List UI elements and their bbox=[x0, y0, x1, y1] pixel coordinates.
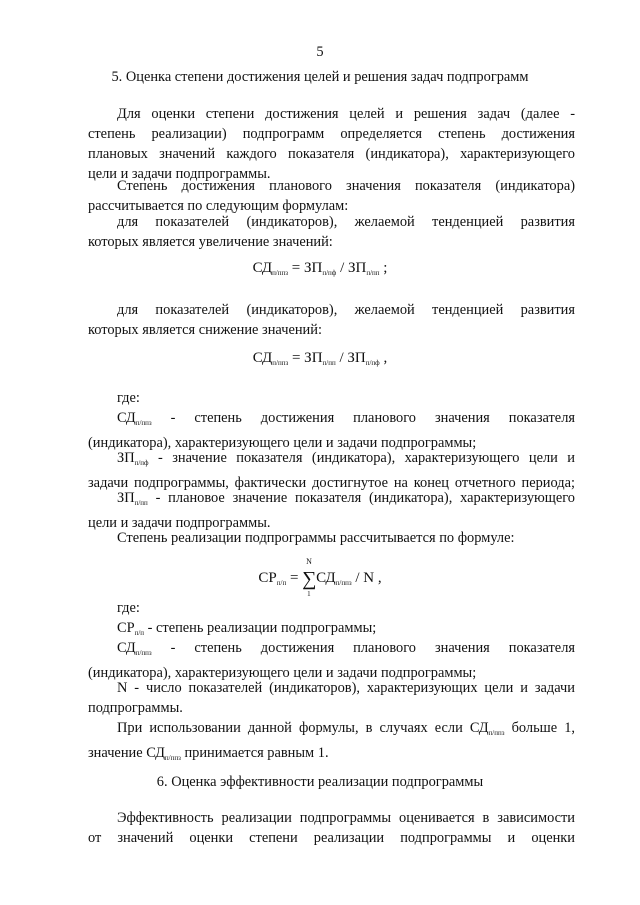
formula-subscript: п/пп bbox=[322, 359, 336, 367]
definition-text: - степень достижения планового значения показателя bbox=[151, 640, 575, 656]
formula-subscript: п/пф bbox=[365, 359, 380, 367]
where-text: где: bbox=[117, 390, 140, 406]
formula-symbol: СД bbox=[316, 570, 336, 586]
definition-zp-fact bbox=[88, 448, 575, 493]
formula-symbol: СД bbox=[252, 350, 273, 366]
section5-paragraph-1 bbox=[88, 104, 575, 184]
section5-paragraph-6 bbox=[88, 718, 575, 768]
text-line: цели и задачи подпрограммы. bbox=[88, 515, 271, 531]
formula-subscript: п/п bbox=[276, 579, 287, 587]
definition-text: - плановое значение показателя (индикатора), характеризующего bbox=[147, 490, 575, 506]
definition-subscript: п/ппз bbox=[135, 649, 152, 657]
sum-upper-limit: N bbox=[306, 557, 312, 566]
formula-subscript: п/пп bbox=[366, 269, 380, 277]
text-line: которых является увеличение значений: bbox=[88, 234, 333, 250]
definition-text: - степень реализации подпрограммы; bbox=[144, 620, 377, 636]
section6-paragraph-1 bbox=[88, 808, 575, 848]
definition-symbol: СД bbox=[117, 640, 136, 656]
definition-text: - значение показателя (индикатора), характеризующего цели и bbox=[148, 450, 575, 466]
section5-heading: 5. Оценка степени достижения целей и решения задач подпрограмм bbox=[111, 69, 529, 85]
text-line: Степень реализации подпрограммы рассчитывается по формуле: bbox=[117, 530, 515, 546]
text-run: значение СД bbox=[88, 745, 165, 761]
text-line bbox=[88, 743, 575, 768]
text-line: задачи подпрограммы, фактически достигнутое на конец отчетного периода; bbox=[88, 475, 575, 491]
text-subscript: п/ппз bbox=[488, 729, 505, 737]
formula-subscript: п/пф bbox=[322, 269, 337, 277]
text-line bbox=[88, 718, 575, 743]
definition-text: - степень достижения планового значения показателя bbox=[151, 410, 575, 426]
where-text: где: bbox=[117, 600, 140, 616]
text-line: которых является снижение значений: bbox=[88, 322, 322, 338]
text-line bbox=[88, 488, 575, 513]
formula-symbol: ; bbox=[379, 260, 388, 276]
definition-subscript: п/ппз bbox=[135, 419, 152, 427]
text-run: При использовании данной формулы, в случаях если СД bbox=[117, 720, 489, 736]
text-line: Эффективность реализации подпрограммы оценивается в зависимости bbox=[117, 810, 575, 826]
text-line: степень реализации) подпрограмм определяется степень достижения bbox=[88, 126, 575, 142]
sum-sign bbox=[302, 557, 317, 598]
formula-symbol: / ЗП bbox=[335, 350, 366, 366]
formula-subscript: п/ппз bbox=[335, 579, 352, 587]
formula-subscript: п/ппз bbox=[272, 359, 289, 367]
text-line: для показателей (индикаторов), желаемой тенденцией развития bbox=[117, 214, 575, 230]
text-run: больше 1, bbox=[504, 720, 575, 736]
formula-symbol: = ЗП bbox=[288, 260, 323, 276]
text-line bbox=[88, 638, 575, 663]
text-line: рассчитывается по следующим формулам: bbox=[88, 198, 349, 214]
formula-subscript: п/ппз bbox=[272, 269, 289, 277]
text-subscript: п/ппз bbox=[164, 754, 181, 762]
definition-subscript: п/пп bbox=[134, 499, 148, 507]
text-line bbox=[88, 448, 575, 473]
section6-heading: 6. Оценка эффективности реализации подпрограммы bbox=[156, 774, 484, 790]
definition-symbol: СР bbox=[117, 620, 135, 636]
definition-n bbox=[88, 678, 575, 718]
formula-symbol: = ЗП bbox=[288, 350, 323, 366]
definition-symbol: СД bbox=[117, 410, 136, 426]
formula-decrease bbox=[0, 350, 640, 367]
text-line: цели и задачи подпрограммы. bbox=[88, 166, 271, 182]
definition-subscript: п/пф bbox=[134, 459, 149, 467]
sum-lower-limit: 1 bbox=[307, 590, 311, 598]
definition-symbol: ЗП bbox=[117, 450, 135, 466]
text-run: принимается равным 1. bbox=[180, 745, 329, 761]
formula-symbol: = bbox=[286, 570, 303, 586]
text-line bbox=[88, 408, 575, 433]
text-line: для показателей (индикаторов), желаемой тенденцией развития bbox=[117, 302, 575, 318]
text-line: Степень достижения планового значения показателя (индикатора) bbox=[117, 178, 575, 194]
formula-increase bbox=[0, 260, 640, 277]
section5-paragraph-2 bbox=[88, 176, 575, 216]
formula-symbol: / ЗП bbox=[336, 260, 367, 276]
formula-symbol: , bbox=[379, 350, 388, 366]
section5-paragraph-4 bbox=[88, 300, 575, 340]
text-line: N - число показателей (индикаторов), характеризующих цели и задачи bbox=[117, 680, 575, 696]
text-line: плановых значений каждого показателя (индикатора), характеризующего bbox=[88, 146, 575, 162]
formula-symbol: СД bbox=[252, 260, 273, 276]
text-line: от значений оценки степени реализации подпрограммы и оценки bbox=[88, 830, 575, 846]
text-line: (индикатора), характеризующего цели и задачи подпрограммы; bbox=[88, 665, 477, 681]
text-line: (индикатора), характеризующего цели и задачи подпрограммы; bbox=[88, 435, 477, 451]
definition-subscript: п/п bbox=[134, 629, 145, 637]
page-number: 5 bbox=[316, 44, 324, 60]
sum-symbol: ∑ bbox=[302, 568, 317, 590]
definition-symbol: ЗП bbox=[117, 490, 135, 506]
section5-paragraph-3 bbox=[88, 212, 575, 252]
definition-sd-2 bbox=[88, 638, 575, 683]
formula-symbol: / N , bbox=[351, 570, 382, 586]
definition-zp-plan bbox=[88, 488, 575, 533]
formula-symbol: СР bbox=[258, 570, 277, 586]
text-line: Для оценки степени достижения целей и решения задач (далее - bbox=[117, 106, 575, 122]
definition-sd bbox=[88, 408, 575, 453]
formula-realization bbox=[0, 557, 640, 598]
text-line: подпрограммы. bbox=[88, 700, 183, 716]
